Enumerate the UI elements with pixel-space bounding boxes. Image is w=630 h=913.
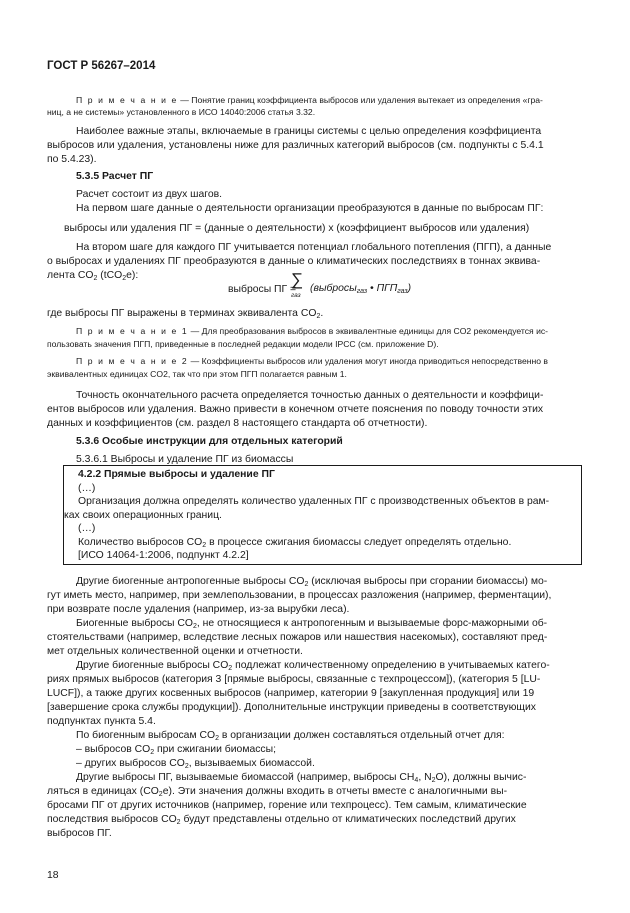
calc-line-1: Расчет состоит из двух шагов. — [76, 189, 223, 200]
para-5-line-1: Другие биогенные выбросы $CO_2$ подлежат количественному определению в учитываемых катего- — [76, 660, 550, 672]
para-4-line-3: мет отдельных количественной оценки и отчетности. — [47, 646, 303, 657]
note-2-line-1: П р и м е ч а н и е 1 — Для преобразования выбросов в эквивалентные единицы для CO2 рекомендуется ис- — [76, 326, 549, 336]
calc-line-6: лента $CO_2$ (tCO$_2$e): — [47, 270, 139, 282]
calc-line-5: о выбросах и удалениях ПГ преобразуются в данные о климатических последствиях в тоннах эквива- — [47, 256, 541, 267]
para-6-line-1: По биогенным выбросам $CO_2$ в организации должен составляться отдельный отчет для: — [76, 730, 505, 742]
quote-line-2: ках своих операционных границ. — [64, 510, 222, 521]
note-1-line-1: П р и м е ч а н и е — Понятие границ коэффициента выбросов или удаления вытекает из определения «гра- — [76, 95, 543, 105]
para-2-line-1: Точность окончательного расчета определяется точностью данных о деятельности и коэффици- — [76, 390, 544, 401]
para-7-line-4: последствия выбросов $CO_2$ будут представлены отдельно от климатических последствий других — [47, 814, 516, 826]
para-2-line-3: данных и коэффициентов (см. раздел 8 настоящего стандарта об отчетности). — [47, 418, 428, 429]
quote-ellipsis-2: (…) — [78, 523, 96, 534]
para-3-line-3: при возврате после удаления (например, из-за вырубки леса). — [47, 604, 350, 615]
section-5-3-6-title: 5.3.6 Особые инструкции для отдельных категорий — [76, 436, 343, 447]
para-6-list-item-2: – других выбросов $CO_2$, вызываемых биомассой. — [76, 758, 315, 770]
calc-line-4: На втором шаге для каждого ПГ учитывается потенциал глобального потепления (ПГП), а данные — [76, 242, 552, 253]
sigma-symbol: ∑ — [291, 270, 304, 289]
note-3-line-1: П р и м е ч а н и е 2 — Коэффициенты выбросов или удаления могут иногда приводиться непосредственно в — [76, 356, 548, 366]
quote-line-3: Количество выбросов $CO_2$ в процессе сжигания биомассы следует определять отдельно. — [78, 537, 512, 549]
sigma-subscript: газ — [291, 292, 301, 299]
para-5-line-3: LUCF]), а также других косвенных выбросов (например, категории 9 [закупленная продукция] или 19 — [47, 688, 535, 699]
note-1-line-2: ниц, а не системы» установленного в ИСО 14040:2006 статья 3.32. — [47, 107, 316, 117]
para-5-line-4: [завершение срока службы продукции]). Дополнительные инструкции приведены в соответствующих — [47, 702, 536, 713]
para-5-line-5: подпунктах пункта 5.4. — [47, 716, 156, 727]
para-3-line-2: гут иметь место, например, при землепользовании, в процессах разложения (например, ферментации), — [47, 590, 552, 601]
para-7-line-5: выбросов ПГ. — [47, 828, 112, 839]
para-1-line-2: выбросов или удаления, установлены ниже для различных категорий выбросов (см. подпункты с 5.4.1 — [47, 140, 544, 151]
para-7-line-2: ляться в единицах $(CO_2e)$. Эти значения должны входить в отчеты вместе с аналогичными вы- — [47, 786, 508, 798]
page-number: 18 — [47, 870, 59, 881]
para-4-line-2: стоятельствами (например, вследствие лесных пожаров или нашествия насекомых), составляют пред- — [47, 632, 548, 643]
formula-rhs: (выбросы$_{газ}$ • $ПГП_{газ}$) — [310, 283, 412, 295]
para-7-line-1: Другие выбросы ПГ, вызываемые биомассой (например, выбросы $CH_4$, $N_2O$), должны вычис- — [76, 772, 527, 784]
formula-lhs: выбросы ПГ = — [228, 284, 297, 295]
calc-line-2: На первом шаге данные о деятельности организации преобразуются в данные по выбросам ПГ: — [76, 203, 544, 214]
para-7-line-3: бросами ПГ от других источников (например, горение или техпроцесс). Тем самым, климатические — [47, 800, 527, 811]
para-5-line-2: риях прямых выбросов (категория 3 [прямые выбросы, связанные с техпроцессом]), (категория 5 [LU- — [47, 674, 541, 685]
para-1-line-3: по 5.4.23). — [47, 154, 97, 165]
note-3-line-2: эквивалентных единицах CO2, так что при этом ПГП полагается равным 1. — [47, 369, 347, 379]
quote-line-1: Организация должна определять количество удаленных ПГ с производственных объектов в рам- — [78, 496, 550, 507]
quote-title: 4.2.2 Прямые выбросы и удаление ПГ — [78, 469, 275, 480]
where-line: где выбросы ПГ выражены в терминах эквивалента $CO_2$. — [47, 308, 324, 320]
quote-ellipsis-1: (…) — [78, 483, 96, 494]
document-header: ГОСТ Р 56267–2014 — [47, 60, 156, 72]
note-2-line-2: пользовать значения ПГП, приведенные в последней редакции модели IPCC (см. приложение D). — [47, 339, 439, 349]
para-6-list-item-1: – выбросов $CO_2$ при сжигании биомассы; — [76, 744, 276, 756]
para-2-line-2: ентов выбросов или удаления. Важно привести в конечном отчете пояснения по поводу точности этих — [47, 404, 544, 415]
section-5-3-5-title: 5.3.5 Расчет ПГ — [76, 171, 154, 182]
para-3-line-1: Другие биогенные антропогенные выбросы $CO_2$ (исключая выбросы при сгорании биомассы) мо- — [76, 576, 548, 588]
calc-formula-1: выбросы или удаления ПГ = (данные о деятельности) x (коэффициент выбросов или удаления) — [64, 223, 530, 234]
para-4-line-1: Биогенные выбросы $CO_2$, не относящиеся к антропогенным и вызываемые форс-мажорными об- — [76, 618, 548, 630]
para-1-line-1: Наиболее важные этапы, включаемые в границы системы с целью определения коэффициента — [76, 126, 542, 137]
quote-reference: [ИСО 14064-1:2006, подпункт 4.2.2] — [78, 550, 249, 561]
section-5-3-6-1-title: 5.3.6.1 Выбросы и удаление ПГ из биомассы — [76, 454, 294, 465]
